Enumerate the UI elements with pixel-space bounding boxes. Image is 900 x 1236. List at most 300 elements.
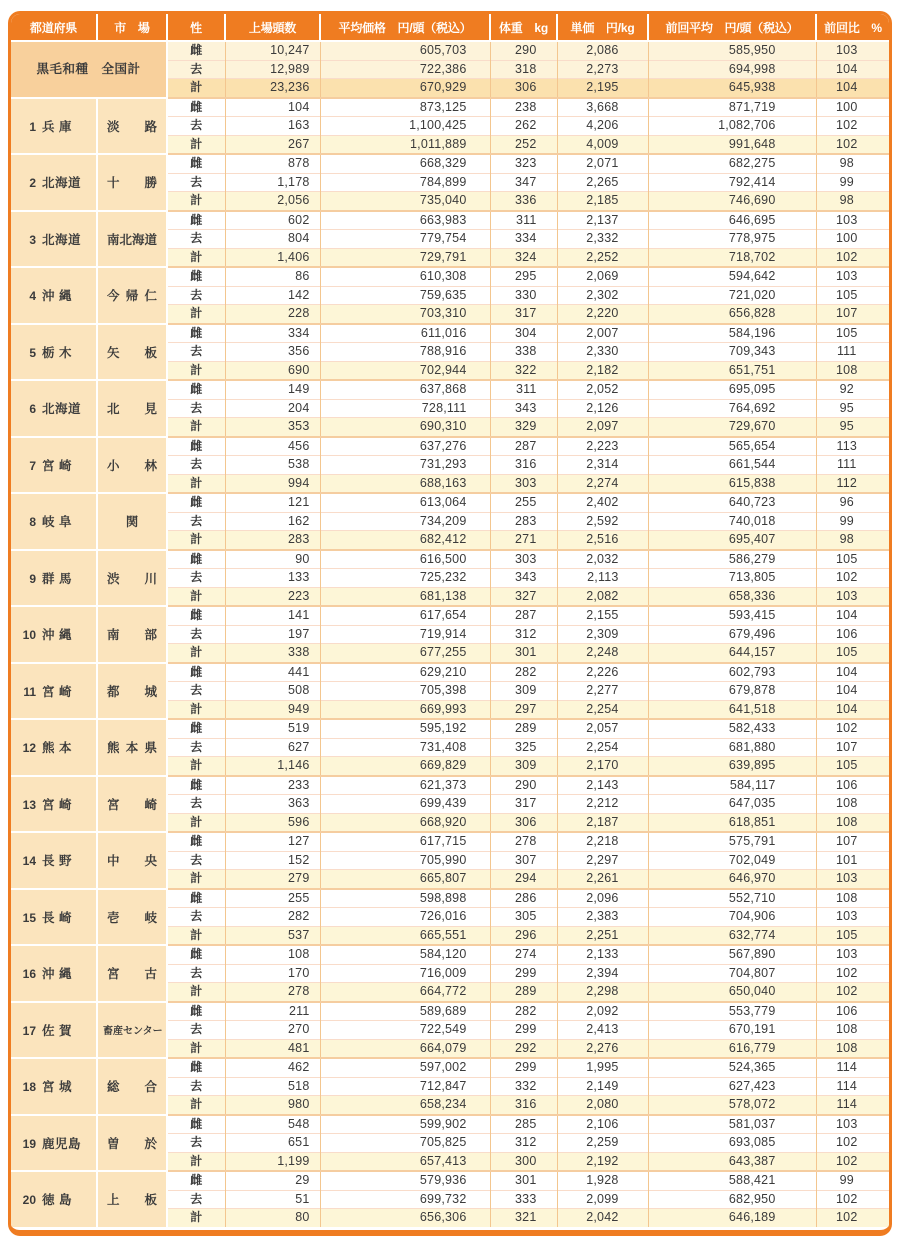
- avg-price: 670,929: [320, 79, 490, 98]
- weight: 287: [490, 606, 557, 625]
- prev-avg: 718,702: [648, 248, 816, 267]
- unit-price: 2,402: [557, 493, 648, 512]
- market-name: 熊本県: [107, 741, 157, 756]
- weight: 274: [490, 945, 557, 964]
- avg-price: 702,944: [320, 361, 490, 380]
- table-row: [11, 945, 889, 964]
- avg-price: 616,500: [320, 550, 490, 569]
- avg-price: 726,016: [320, 908, 490, 927]
- prev-avg: 575,791: [648, 832, 816, 851]
- prev-ratio: 106: [816, 776, 889, 795]
- prev-ratio: 102: [816, 983, 889, 1002]
- market-name: 都城: [107, 684, 157, 699]
- avg-price: 617,715: [320, 832, 490, 851]
- avg-price: 617,654: [320, 606, 490, 625]
- prefecture-name: 宮 崎: [42, 684, 72, 699]
- prev-ratio: 102: [816, 1209, 889, 1227]
- unit-price: 3,668: [557, 98, 648, 117]
- prefecture-cell: [11, 1002, 97, 1059]
- prefecture-name: 北海道: [42, 232, 82, 247]
- listed-heads: 283: [225, 531, 320, 550]
- prev-ratio: 98: [816, 154, 889, 173]
- prev-ratio: 102: [816, 1190, 889, 1209]
- col-header-weight: 体重 kg: [490, 14, 557, 41]
- weight: 299: [490, 964, 557, 983]
- prev-avg: 582,433: [648, 719, 816, 738]
- rank-number: 4: [29, 289, 36, 304]
- weight: 301: [490, 1171, 557, 1190]
- table-row: [11, 154, 889, 173]
- weight: 312: [490, 625, 557, 644]
- sex-label: 去: [167, 512, 225, 531]
- weight: 321: [490, 1209, 557, 1227]
- prev-ratio: 104: [816, 700, 889, 719]
- weight: 309: [490, 757, 557, 776]
- prefecture-name: 宮 城: [42, 1080, 72, 1095]
- avg-price: 1,011,889: [320, 135, 490, 154]
- weight: 333: [490, 1190, 557, 1209]
- prefecture-name: 長 崎: [42, 910, 72, 925]
- listed-heads: 518: [225, 1077, 320, 1096]
- listed-heads: 949: [225, 700, 320, 719]
- prev-ratio: 105: [816, 324, 889, 343]
- unit-price: 2,069: [557, 267, 648, 286]
- avg-price: 873,125: [320, 98, 490, 117]
- listed-heads: 538: [225, 456, 320, 475]
- sex-label: 計: [167, 587, 225, 606]
- rank-number: 5: [29, 345, 36, 360]
- unit-price: 2,276: [557, 1039, 648, 1058]
- weight: 327: [490, 587, 557, 606]
- prefecture-cell: [11, 889, 97, 946]
- listed-heads: 878: [225, 154, 320, 173]
- prev-ratio: 112: [816, 474, 889, 493]
- weight: 332: [490, 1077, 557, 1096]
- market-name: 上板: [107, 1193, 157, 1208]
- prev-avg: 695,095: [648, 380, 816, 399]
- prev-avg: 639,895: [648, 757, 816, 776]
- weight: 289: [490, 719, 557, 738]
- prev-ratio: 106: [816, 625, 889, 644]
- prev-ratio: 105: [816, 926, 889, 945]
- prev-ratio: 99: [816, 173, 889, 192]
- avg-price: 605,703: [320, 41, 490, 60]
- unit-price: 2,096: [557, 889, 648, 908]
- rank-number: 9: [29, 571, 36, 586]
- sex-label: 去: [167, 625, 225, 644]
- avg-price: 731,293: [320, 456, 490, 475]
- listed-heads: 29: [225, 1171, 320, 1190]
- avg-price: 705,398: [320, 682, 490, 701]
- market-cell: [97, 945, 167, 1002]
- weight: 324: [490, 248, 557, 267]
- prefecture-name: 徳 島: [42, 1193, 72, 1208]
- sex-label: 計: [167, 305, 225, 324]
- prev-avg: 721,020: [648, 286, 816, 305]
- prev-avg: 646,970: [648, 870, 816, 889]
- prefecture-name: 沖 縄: [42, 289, 72, 304]
- sex-label: 去: [167, 173, 225, 192]
- weight: 343: [490, 399, 557, 418]
- market-cell: [97, 550, 167, 607]
- market-name: 宮古: [107, 967, 157, 982]
- listed-heads: 481: [225, 1039, 320, 1058]
- prev-ratio: 104: [816, 682, 889, 701]
- national-total-label: 全国計: [101, 61, 141, 76]
- sex-label: 計: [167, 418, 225, 437]
- listed-heads: 338: [225, 644, 320, 663]
- unit-price: 2,149: [557, 1077, 648, 1096]
- prev-ratio: 96: [816, 493, 889, 512]
- listed-heads: 596: [225, 813, 320, 832]
- unit-price: 2,220: [557, 305, 648, 324]
- weight: 299: [490, 1021, 557, 1040]
- unit-price: 2,314: [557, 456, 648, 475]
- col-header-prev-avg: 前回平均 円/頭（税込）: [648, 14, 816, 41]
- prev-avg: 694,998: [648, 60, 816, 79]
- listed-heads: 233: [225, 776, 320, 795]
- table-body: [11, 41, 889, 1227]
- col-header-prev-ratio: 前回比 %: [816, 14, 889, 41]
- rank-number: 17: [22, 1023, 36, 1038]
- listed-heads: 51: [225, 1190, 320, 1209]
- prev-avg: 693,085: [648, 1134, 816, 1153]
- listed-heads: 121: [225, 493, 320, 512]
- unit-price: 2,185: [557, 192, 648, 211]
- market-name: 宮崎: [107, 797, 157, 812]
- weight: 289: [490, 983, 557, 1002]
- sex-label: 雌: [167, 1115, 225, 1134]
- prev-avg: 764,692: [648, 399, 816, 418]
- prev-avg: 682,275: [648, 154, 816, 173]
- avg-price: 722,549: [320, 1021, 490, 1040]
- market-cell: [97, 493, 167, 550]
- listed-heads: 279: [225, 870, 320, 889]
- price-table-panel: [8, 11, 892, 1236]
- prev-ratio: 95: [816, 418, 889, 437]
- table-row: [11, 493, 889, 512]
- listed-heads: 255: [225, 889, 320, 908]
- unit-price: 1,928: [557, 1171, 648, 1190]
- prev-ratio: 102: [816, 1134, 889, 1153]
- avg-price: 759,635: [320, 286, 490, 305]
- unit-price: 2,252: [557, 248, 648, 267]
- unit-price: 2,261: [557, 870, 648, 889]
- prev-ratio: 102: [816, 964, 889, 983]
- listed-heads: 149: [225, 380, 320, 399]
- sex-label: 計: [167, 1209, 225, 1227]
- listed-heads: 456: [225, 437, 320, 456]
- prev-ratio: 114: [816, 1058, 889, 1077]
- weight: 307: [490, 851, 557, 870]
- prev-avg: 632,774: [648, 926, 816, 945]
- market-name: 関: [125, 515, 139, 530]
- market-name: 小林: [107, 458, 157, 473]
- prev-avg: 578,072: [648, 1096, 816, 1115]
- sex-label: 雌: [167, 889, 225, 908]
- avg-price: 705,990: [320, 851, 490, 870]
- market-cell: [97, 437, 167, 494]
- rank-number: 1: [29, 119, 36, 134]
- sex-label: 雌: [167, 41, 225, 60]
- weight: 300: [490, 1152, 557, 1171]
- sex-label: 去: [167, 286, 225, 305]
- sex-label: 計: [167, 474, 225, 493]
- col-header-prefecture: 都道府県: [11, 14, 97, 41]
- prev-avg: 588,421: [648, 1171, 816, 1190]
- prefecture-cell: [11, 211, 97, 268]
- prev-avg: 646,189: [648, 1209, 816, 1227]
- sex-label: 計: [167, 248, 225, 267]
- unit-price: 2,223: [557, 437, 648, 456]
- weight: 329: [490, 418, 557, 437]
- listed-heads: 602: [225, 211, 320, 230]
- market-name: 総合: [107, 1080, 157, 1095]
- unit-price: 4,009: [557, 135, 648, 154]
- market-cell: [97, 267, 167, 324]
- prev-avg: 695,407: [648, 531, 816, 550]
- listed-heads: 462: [225, 1058, 320, 1077]
- prev-ratio: 102: [816, 117, 889, 136]
- prev-avg: 618,851: [648, 813, 816, 832]
- table-row: [11, 437, 889, 456]
- sex-label: 雌: [167, 211, 225, 230]
- listed-heads: 228: [225, 305, 320, 324]
- unit-price: 2,297: [557, 851, 648, 870]
- avg-price: 731,408: [320, 738, 490, 757]
- avg-price: 664,772: [320, 983, 490, 1002]
- listed-heads: 10,247: [225, 41, 320, 60]
- market-name: 中央: [107, 854, 157, 869]
- listed-heads: 548: [225, 1115, 320, 1134]
- listed-heads: 141: [225, 606, 320, 625]
- weight: 283: [490, 512, 557, 531]
- sex-label: 去: [167, 908, 225, 927]
- unit-price: 1,995: [557, 1058, 648, 1077]
- listed-heads: 86: [225, 267, 320, 286]
- listed-heads: 353: [225, 418, 320, 437]
- rank-number: 6: [29, 402, 36, 417]
- sex-label: 去: [167, 795, 225, 814]
- prev-avg: 643,387: [648, 1152, 816, 1171]
- rank-number: 14: [22, 854, 36, 869]
- sex-label: 計: [167, 1152, 225, 1171]
- listed-heads: 142: [225, 286, 320, 305]
- market-cell: [97, 1115, 167, 1172]
- listed-heads: 441: [225, 663, 320, 682]
- avg-price: 668,329: [320, 154, 490, 173]
- unit-price: 2,254: [557, 738, 648, 757]
- prefecture-name: 群 馬: [42, 571, 72, 586]
- unit-price: 2,298: [557, 983, 648, 1002]
- col-header-sex: 性: [167, 14, 225, 41]
- weight: 286: [490, 889, 557, 908]
- weight: 325: [490, 738, 557, 757]
- col-header-market: 市 場: [97, 14, 167, 41]
- avg-price: 722,386: [320, 60, 490, 79]
- sex-label: 雌: [167, 493, 225, 512]
- sex-label: 計: [167, 361, 225, 380]
- avg-price: 668,920: [320, 813, 490, 832]
- weight: 306: [490, 813, 557, 832]
- unit-price: 2,274: [557, 474, 648, 493]
- unit-price: 2,187: [557, 813, 648, 832]
- prev-avg: 681,880: [648, 738, 816, 757]
- prefecture-cell: [11, 267, 97, 324]
- listed-heads: 690: [225, 361, 320, 380]
- prev-ratio: 100: [816, 230, 889, 249]
- table-row: [11, 380, 889, 399]
- prev-ratio: 114: [816, 1077, 889, 1096]
- weight: 292: [490, 1039, 557, 1058]
- prev-avg: 670,191: [648, 1021, 816, 1040]
- prefecture-cell: [11, 380, 97, 437]
- prev-ratio: 98: [816, 531, 889, 550]
- weight: 271: [490, 531, 557, 550]
- market-name: 畜産センター: [103, 1026, 163, 1038]
- weight: 347: [490, 173, 557, 192]
- avg-price: 681,138: [320, 587, 490, 606]
- rank-number: 20: [22, 1193, 36, 1208]
- market-cell: [97, 380, 167, 437]
- weight: 282: [490, 1002, 557, 1021]
- listed-heads: 994: [225, 474, 320, 493]
- prev-avg: 565,654: [648, 437, 816, 456]
- market-cell: [97, 719, 167, 776]
- unit-price: 2,099: [557, 1190, 648, 1209]
- unit-price: 2,592: [557, 512, 648, 531]
- sex-label: 去: [167, 1190, 225, 1209]
- weight: 290: [490, 41, 557, 60]
- prev-avg: 581,037: [648, 1115, 816, 1134]
- weight: 317: [490, 305, 557, 324]
- prefecture-name: 岐 阜: [42, 515, 72, 530]
- table-row: [11, 663, 889, 682]
- sex-label: 計: [167, 813, 225, 832]
- market-name: 曽於: [107, 1136, 157, 1151]
- weight: 338: [490, 343, 557, 362]
- weight: 311: [490, 380, 557, 399]
- rank-number: 7: [29, 458, 36, 473]
- prev-avg: 647,035: [648, 795, 816, 814]
- weight: 262: [490, 117, 557, 136]
- national-total-cell: [11, 41, 167, 98]
- prev-avg: 704,906: [648, 908, 816, 927]
- prev-ratio: 103: [816, 1115, 889, 1134]
- prefecture-name: 栃 木: [42, 345, 72, 360]
- table-row: [11, 41, 889, 60]
- avg-price: 788,916: [320, 343, 490, 362]
- weight: 294: [490, 870, 557, 889]
- unit-price: 2,394: [557, 964, 648, 983]
- prev-avg: 682,950: [648, 1190, 816, 1209]
- listed-heads: 80: [225, 1209, 320, 1227]
- table-row: [11, 324, 889, 343]
- prefecture-name: 宮 崎: [42, 797, 72, 812]
- prev-ratio: 101: [816, 851, 889, 870]
- table-row: [11, 98, 889, 117]
- prefecture-cell: [11, 1115, 97, 1172]
- table-row: [11, 719, 889, 738]
- prev-avg: 567,890: [648, 945, 816, 964]
- unit-price: 2,248: [557, 644, 648, 663]
- rank-number: 8: [29, 515, 36, 530]
- prev-ratio: 107: [816, 305, 889, 324]
- avg-price: 611,016: [320, 324, 490, 343]
- unit-price: 2,212: [557, 795, 648, 814]
- prefecture-cell: [11, 663, 97, 720]
- unit-price: 2,383: [557, 908, 648, 927]
- sex-label: 去: [167, 399, 225, 418]
- weight: 316: [490, 1096, 557, 1115]
- sex-label: 計: [167, 757, 225, 776]
- listed-heads: 108: [225, 945, 320, 964]
- prev-ratio: 102: [816, 719, 889, 738]
- sex-label: 計: [167, 983, 225, 1002]
- prev-ratio: 99: [816, 512, 889, 531]
- prefecture-name: 佐 賀: [42, 1023, 72, 1038]
- avg-price: 629,210: [320, 663, 490, 682]
- avg-price: 613,064: [320, 493, 490, 512]
- listed-heads: 627: [225, 738, 320, 757]
- weight: 282: [490, 663, 557, 682]
- unit-price: 2,309: [557, 625, 648, 644]
- avg-price: 658,234: [320, 1096, 490, 1115]
- listed-heads: 278: [225, 983, 320, 1002]
- weight: 343: [490, 569, 557, 588]
- listed-heads: 537: [225, 926, 320, 945]
- table-row: [11, 267, 889, 286]
- prefecture-name: 北海道: [42, 176, 82, 191]
- prev-avg: 641,518: [648, 700, 816, 719]
- avg-price: 663,983: [320, 211, 490, 230]
- weight: 309: [490, 682, 557, 701]
- prev-ratio: 105: [816, 550, 889, 569]
- listed-heads: 204: [225, 399, 320, 418]
- prev-ratio: 111: [816, 343, 889, 362]
- prev-ratio: 106: [816, 1002, 889, 1021]
- avg-price: 589,689: [320, 1002, 490, 1021]
- sex-label: 雌: [167, 324, 225, 343]
- unit-price: 2,516: [557, 531, 648, 550]
- table-row: [11, 211, 889, 230]
- listed-heads: 104: [225, 98, 320, 117]
- prefecture-name: 長 野: [42, 854, 72, 869]
- breed-label: 黒毛和種: [36, 61, 89, 76]
- prev-avg: 871,719: [648, 98, 816, 117]
- sex-label: 雌: [167, 1002, 225, 1021]
- sex-label: 雌: [167, 1058, 225, 1077]
- weight: 287: [490, 437, 557, 456]
- prefecture-cell: [11, 493, 97, 550]
- prev-avg: 792,414: [648, 173, 816, 192]
- prefecture-name: 沖 縄: [42, 967, 72, 982]
- avg-price: 712,847: [320, 1077, 490, 1096]
- prev-avg: 602,793: [648, 663, 816, 682]
- sex-label: 去: [167, 60, 225, 79]
- listed-heads: 363: [225, 795, 320, 814]
- rank-number: 10: [22, 628, 36, 643]
- prev-ratio: 102: [816, 569, 889, 588]
- prev-ratio: 108: [816, 813, 889, 832]
- unit-price: 4,206: [557, 117, 648, 136]
- weight: 318: [490, 60, 557, 79]
- market-name: 壱岐: [107, 910, 157, 925]
- listed-heads: 651: [225, 1134, 320, 1153]
- prev-avg: 640,723: [648, 493, 816, 512]
- listed-heads: 223: [225, 587, 320, 606]
- weight: 305: [490, 908, 557, 927]
